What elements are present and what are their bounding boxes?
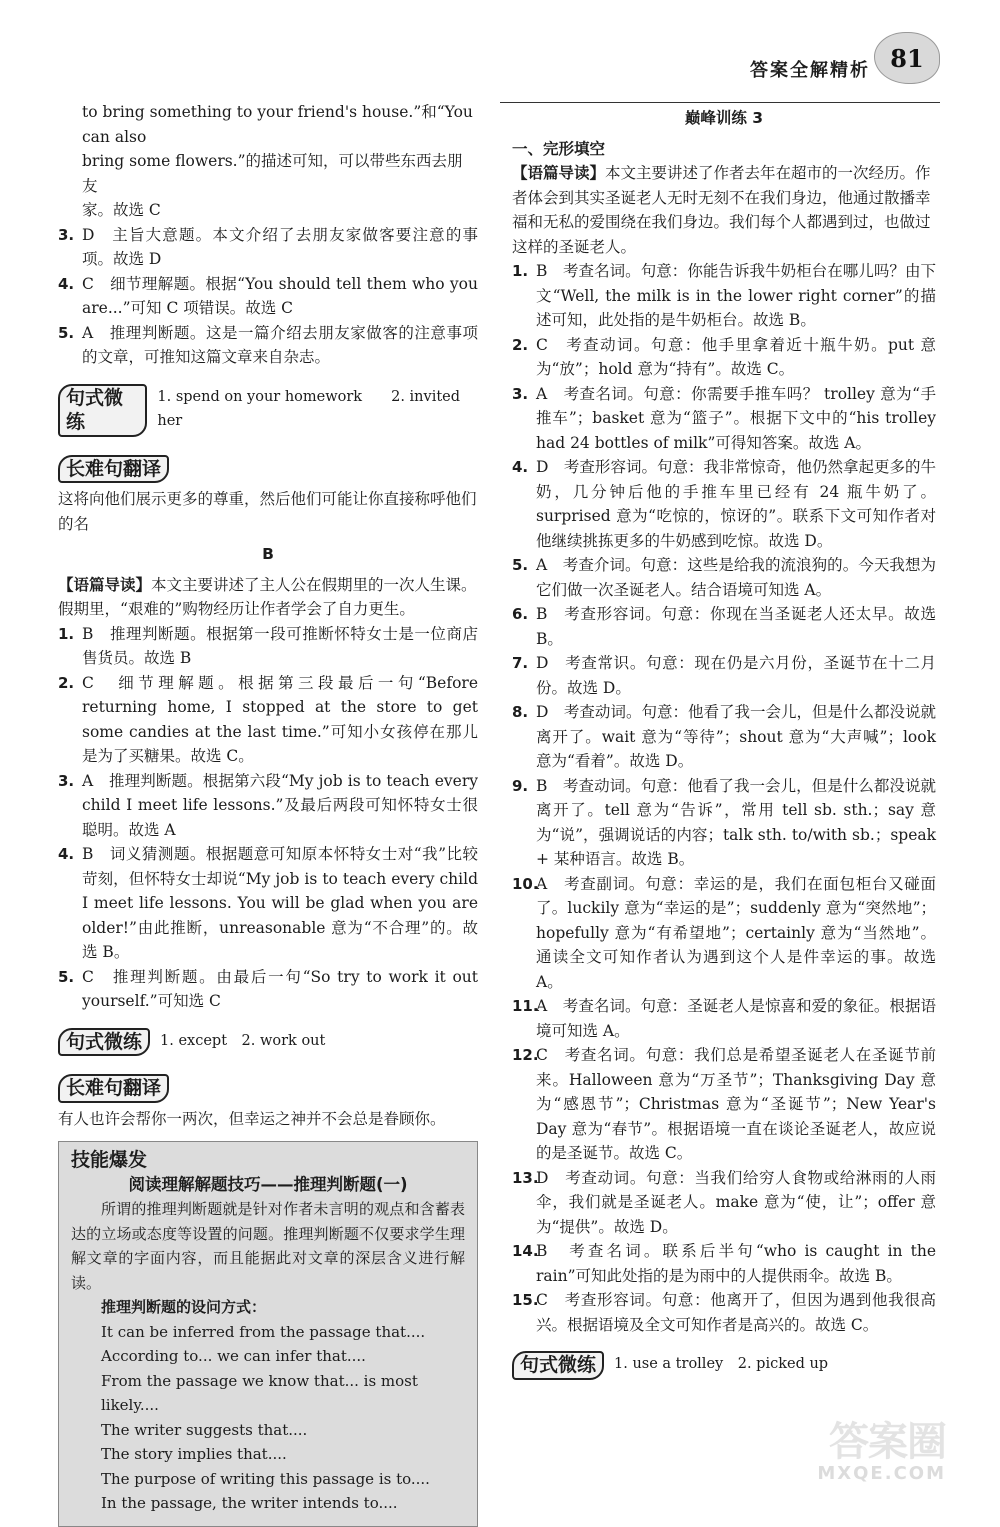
answer-number: 4.: [512, 458, 529, 476]
answer-item: [512, 333, 936, 382]
answer-item: [512, 651, 936, 700]
answer-item: [512, 1166, 936, 1240]
answer-number: 3.: [512, 384, 529, 403]
answer-number: 15.: [512, 1291, 539, 1309]
answer-item: [58, 622, 478, 671]
translation-text: 有人也许会帮你一两次，但幸运之神并不会总是眷顾你。: [58, 1109, 446, 1128]
answer-item: [512, 1043, 936, 1166]
answer-text: B 考查名词。联系后半句“who is caught in the rain”可知此处指的是为雨中的人提供雨伞。故选 B。: [536, 1242, 936, 1285]
answer-number: 11.: [512, 997, 539, 1015]
question-stem: The story implies that....: [101, 1445, 287, 1463]
answer-item: [58, 769, 478, 843]
question-stem: The writer suggests that....: [101, 1420, 308, 1439]
answer-item: [512, 553, 936, 602]
translation-text: 这将向他们展示更多的尊重，然后他们可能让你直接称呼他们的名: [58, 490, 477, 533]
answer-number: 8.: [512, 703, 529, 721]
answer-number: 2.: [512, 335, 529, 354]
part-heading: 一、完形填空: [512, 139, 606, 158]
answer-text: C 考查名词。句意：我们总是希望圣诞老人在圣诞节前来。Halloween 意为“万圣节”；Thanksgiving Day 意为“感恩节”；Christmas 意为“圣诞节”；New Year's Day 意为“春节”。根据语境一直在谈论圣诞老人，故应说的是圣诞节。故选 C。: [536, 1046, 936, 1162]
answer-item: [512, 700, 936, 774]
header-title: 答案全解精析: [750, 60, 870, 81]
answer-number: 10.: [512, 874, 539, 893]
answer-number: 9.: [512, 776, 529, 795]
answer-text: D 考查形容词。句意：我非常惊奇，他仍然拿起更多的牛奶，几分钟后他的手推车里已经有 24 瓶牛奶了。surprised 意为“吃惊的，惊讶的”。联系下文可知作者对他继续挑拣更多的牛奶感到吃惊。故选 D。: [536, 458, 936, 550]
watermark-top: 答案圈: [829, 1419, 946, 1465]
intro-continuation: [58, 100, 478, 223]
answer-item: [58, 272, 478, 321]
answer-item: [512, 1288, 936, 1337]
answer-item: [58, 671, 478, 769]
guide-text: 本文主要讲述了主人公在假期里的一次人生课。假期里，“艰难的”购物经历让作者学会了自力更生。: [58, 575, 477, 618]
answer-text: C 考查形容词。句意：他离开了，但因为遇到他我很高兴。根据语境及全文可知作者是高兴的。故选 C。: [536, 1291, 936, 1334]
question-stem: It can be inferred from the passage that....: [101, 1322, 426, 1341]
sentence-drill: [58, 1022, 478, 1061]
answer-item: [512, 872, 936, 995]
answer-item: [512, 994, 936, 1043]
skill-text: 所谓的推理判断题就是针对作者未言明的观点和含蓄表达的立场或态度等设置的问题。推理判断题不仅要求学生理解文章的字面内容，而且能据此对文章的深层含义进行解读。: [71, 1200, 465, 1292]
passage-guide: [58, 573, 478, 622]
answer-number: 3.: [58, 771, 75, 790]
answer-item: [58, 321, 478, 370]
guide-label: 【语篇导读】: [512, 164, 606, 182]
guide-label: 【语篇导读】: [58, 575, 152, 594]
answer-number: 12.: [512, 1046, 539, 1064]
question-stem: In the passage, the writer intends to....: [101, 1494, 398, 1512]
answer-text: A 考查名词。句意：圣诞老人是惊喜和爱的象征。根据语境可知选 A。: [536, 997, 936, 1040]
answer-text: D 考查动词。句意：当我们给穷人食物或给淋雨的人雨伞，我们就是圣诞老人。make 意为“使，让”；offer 意为“提供”。故选 D。: [536, 1168, 936, 1236]
answer-number: 5.: [512, 556, 529, 574]
answer-number: 6.: [512, 605, 529, 623]
answer-number: 1.: [512, 262, 529, 280]
answer-number: 5.: [58, 967, 75, 986]
drill-answers: 1. spend on your homework 2. invited her: [157, 388, 461, 429]
answer-text: C 细节理解题。根据“You should tell them who you are...”可知 C 项错误。故选 C: [82, 274, 478, 317]
answer-text: A 考查名词。句意：你需要手推车吗？ trolley 意为“手推车”；basket 意为“篮子”。根据下文中的“his trolley had 24 bottles of milk”可得知答案。故选 A。: [536, 384, 936, 452]
skill-box: [58, 1141, 478, 1527]
answer-text: D 考查常识。句意：现在仍是六月份，圣诞节在十二月份。故选 D。: [536, 654, 936, 697]
answer-item: [512, 774, 936, 872]
answer-text: B 考查动词。句意：他看了我一会儿，但是什么都没说就离开了。tell 意为“告诉”，常用 tell sb. sth.；say 意为“说”，强调说话的内容；talk sth. to/with sb.；speak + 某种语言。故选 B。: [536, 776, 936, 868]
answer-item: [512, 382, 936, 456]
answer-number: 4.: [58, 274, 75, 293]
skill-title: 技能爆发: [71, 1149, 148, 1171]
passage-guide: [512, 161, 936, 259]
answer-item: [58, 223, 478, 272]
translation-label: 长难句翻译: [58, 1074, 169, 1103]
answer-number: 13.: [512, 1168, 539, 1187]
answer-text: C 考查动词。句意：他手里拿着近十瓶牛奶。put 意为“放”；hold 意为“持有”。故选 C。: [536, 335, 936, 378]
right-column: [512, 100, 936, 1392]
intro-line: 家。故选 C: [82, 201, 161, 219]
answer-text: D 主旨大意题。本文介绍了去朋友家做客要注意的事项。故选 D: [82, 225, 478, 268]
answer-text: A 推理判断题。这是一篇介绍去朋友家做客的注意事项的文章，可推知这篇文章来自杂志。: [82, 323, 478, 366]
answer-text: D 考查动词。句意：他看了我一会儿，但是什么都没说就离开了。wait 意为“等待”；shout 意为“大声喊”；look 意为“看着”。故选 D。: [536, 703, 936, 770]
answer-text: A 推理判断题。根据第六段“My job is to teach every child I meet life lessons.”及最后两段可知怀特女士很聪明。故选 A: [82, 771, 478, 839]
drill-answers: 1. use a trolley 2. picked up: [614, 1356, 829, 1372]
answer-item: [58, 842, 478, 965]
answer-item: [512, 602, 936, 651]
answer-number: 3.: [58, 225, 75, 244]
answer-text: C 推理判断题。由最后一句“So try to work it out yourself.”可知选 C: [82, 967, 478, 1010]
answer-text: B 词义猜测题。根据题意可知原本怀特女士对“我”比较苛刻，但怀特女士却说“My job is to teach every child I meet life lessons. You will be glad when you are older!”由此推断，unreasonable 意为“不合理”的。故选 B。: [82, 845, 478, 961]
answer-item: [512, 259, 936, 333]
answer-number: 2.: [58, 673, 75, 692]
drill-label: 句式微练: [512, 1351, 604, 1380]
answer-text: B 考查名词。句意：你能告诉我牛奶柜台在哪儿吗？由下文“Well, the milk is in the lower right corner”的描述可知，此处指的是牛奶柜台。故选 B。: [536, 262, 936, 329]
answer-text: A 考查介词。句意：这些是给我的流浪狗的。今天我想为它们做一次圣诞老人。结合语境可知选 A。: [536, 556, 936, 599]
answer-number: 1.: [58, 624, 75, 643]
sentence-drill: [58, 378, 478, 441]
left-column: [58, 100, 478, 1527]
skill-subtitle: 阅读理解解题技巧——推理判断题(一): [128, 1174, 408, 1194]
translation-label: 长难句翻译: [58, 455, 169, 484]
guide-text: 本文主要讲述了作者去年在超市的一次经历。作者体会到其实圣诞老人无时无刻不在我们身边，他通过散播幸福和无私的爱围绕在我们身边。我们每个人都遇到过，也做过这样的圣诞老人。: [512, 164, 931, 256]
sentence-drill: [512, 1345, 936, 1384]
section-title: 巅峰训练 3: [684, 109, 764, 127]
answer-text: A 考查副词。句意：幸运的是，我们在面包柜台又碰面了。luckily 意为“幸运的是”；suddenly 意为“突然地”；hopefully 意为“有希望地”；certainly 意为“当然地”。通读全文可知作者认为遇到这个人是件幸运的事。故选 A。: [536, 874, 936, 991]
watermark-logo: [796, 1419, 946, 1484]
part-b-heading: B: [262, 545, 274, 563]
intro-line: to bring something to your friend's house.”和“You can also: [82, 103, 473, 146]
question-stem: The purpose of writing this passage is to....: [101, 1469, 430, 1488]
answer-text: B 考查形容词。句意：你现在当圣诞老人还太早。故选 B。: [536, 605, 936, 648]
answer-number: 14.: [512, 1242, 539, 1260]
skill-label: 推理判断题的设问方式：: [101, 1298, 267, 1316]
answer-number: 5.: [58, 323, 75, 342]
answer-item: [512, 1239, 936, 1288]
answer-number: 7.: [512, 654, 529, 672]
drill-answers: 1. except 2. work out: [160, 1032, 326, 1049]
answer-item: [512, 455, 936, 553]
drill-label: 句式微练: [58, 1028, 150, 1057]
page-number: 81: [874, 32, 940, 84]
answer-text: C 细节理解题。根据第三段最后一句“Before returning home, I stopped at the store to get some candies at the last time.”可知小女孩停在那儿是为了买糖果。故选 C。: [82, 673, 478, 765]
answer-text: B 推理判断题。根据第一段可推断怀特女士是一位商店售货员。故选 B: [82, 624, 478, 667]
drill-label: 句式微练: [58, 384, 147, 437]
answer-number: 4.: [58, 845, 75, 863]
answer-item: [58, 965, 478, 1014]
intro-line: bring some flowers.”的描述可知，可以带些东西去朋友: [82, 152, 463, 195]
question-stem: From the passage we know that... is most likely....: [101, 1371, 418, 1414]
question-stem: According to... we can infer that....: [101, 1347, 366, 1365]
watermark-bottom: MXQE.COM: [817, 1463, 946, 1484]
